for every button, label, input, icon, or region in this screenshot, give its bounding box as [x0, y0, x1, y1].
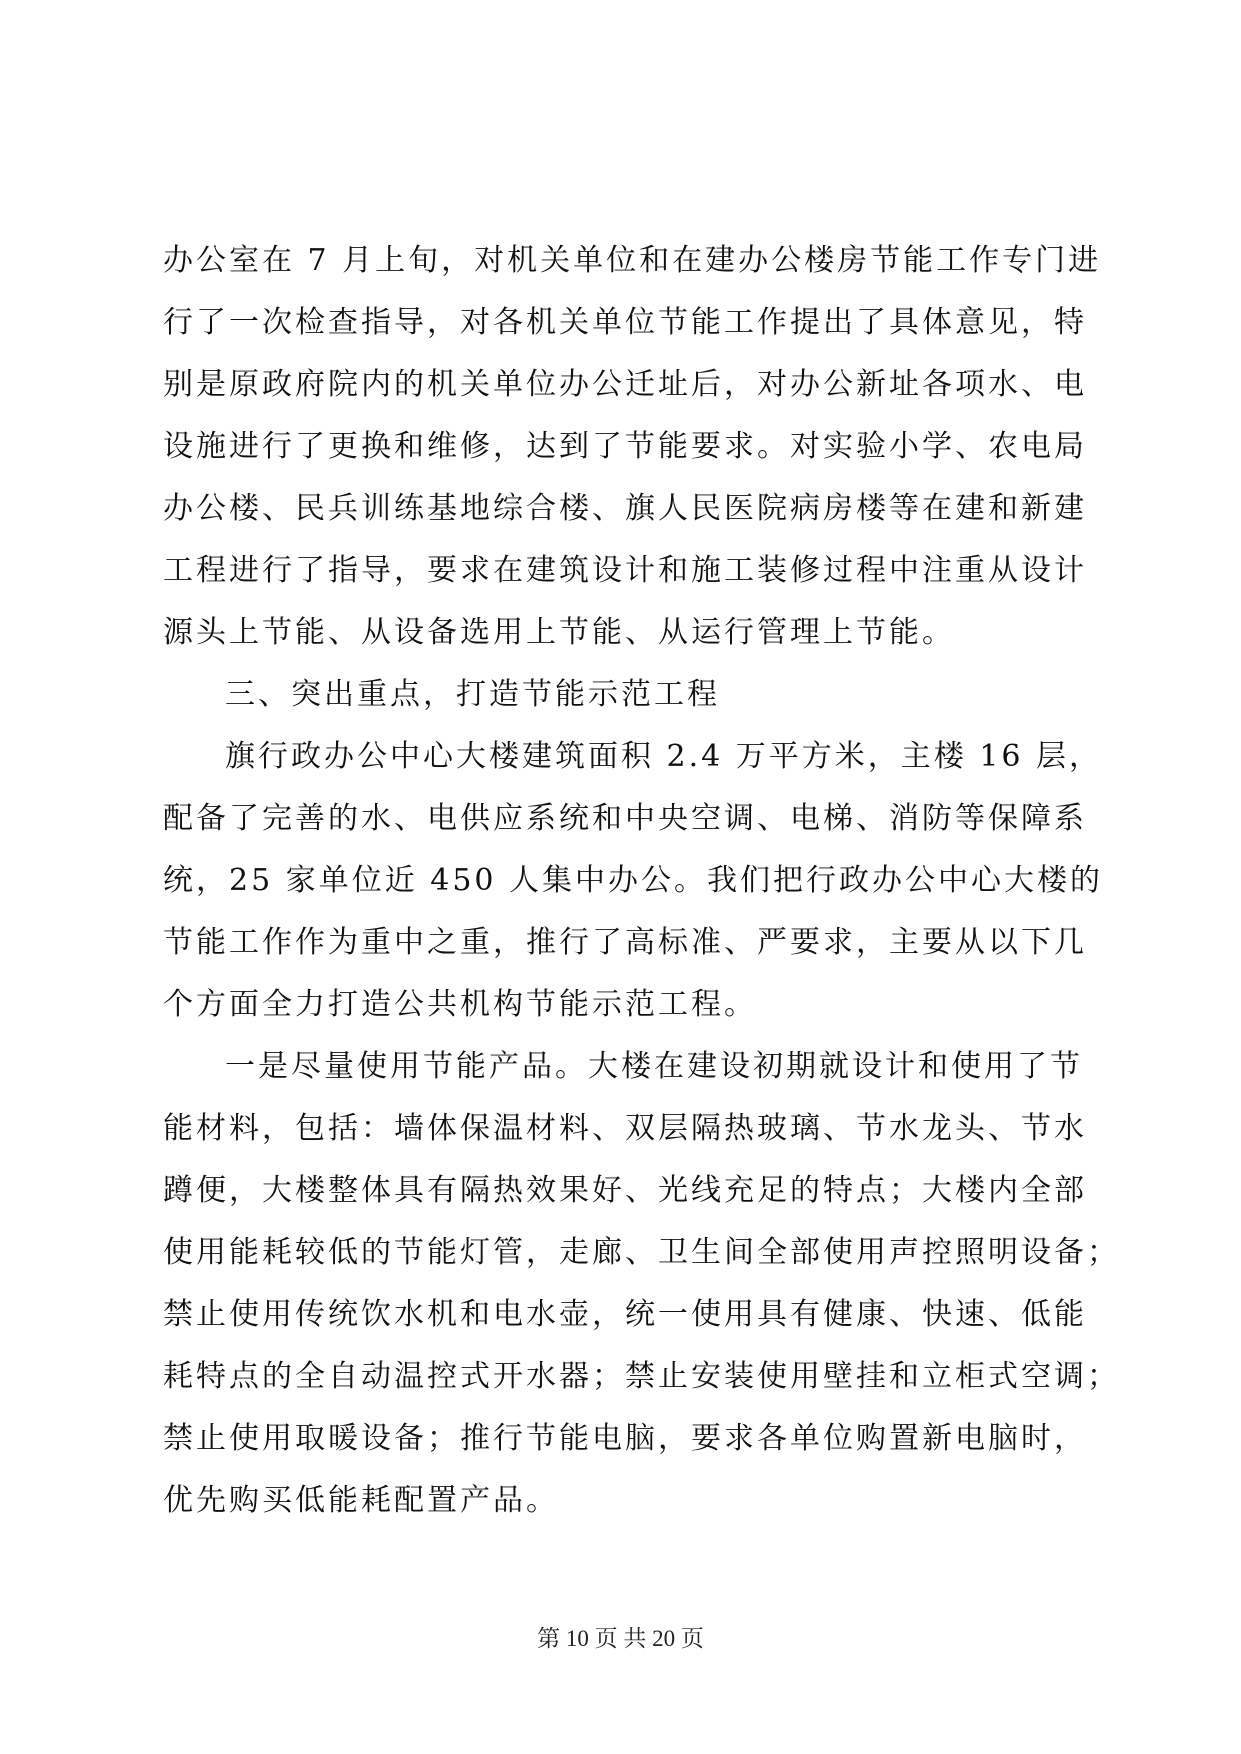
paragraph-line: 蹲便，大楼整体具有隔热效果好、光线充足的特点；大楼内全部: [163, 1173, 1087, 1208]
paragraph-line: 禁止使用传统饮水机和电水壶，统一使用具有健康、快速、低能: [163, 1297, 1087, 1332]
paragraph-line: 统，25 家单位近 450 人集中办公。我们把行政办公中心大楼的: [163, 863, 1104, 898]
paragraph-line: 配备了完善的水、电供应系统和中央空调、电梯、消防等保障系: [163, 801, 1087, 836]
paragraph-line: 一是尽量使用节能产品。大楼在建设初期就设计和使用了节: [225, 1049, 1083, 1084]
paragraph-line: 使用能耗较低的节能灯管，走廊、卫生间全部使用声控照明设备；: [163, 1235, 1120, 1270]
paragraph-line: 个方面全力打造公共机构节能示范工程。: [163, 987, 757, 1022]
paragraph-line: 别是原政府院内的机关单位办公迁址后，对办公新址各项水、电: [163, 367, 1087, 402]
paragraph-line: 节能工作作为重中之重，推行了高标准、严要求，主要从以下几: [163, 925, 1087, 960]
paragraph-line: 旗行政办公中心大楼建筑面积 2.4 万平方米，主楼 16 层，: [225, 739, 1103, 774]
paragraph-line: 优先购买低能耗配置产品。: [163, 1483, 559, 1518]
page-number-footer: 第 10 页 共 20 页: [537, 1626, 704, 1651]
paragraph-line: 源头上节能、从设备选用上节能、从运行管理上节能。: [163, 615, 955, 650]
paragraph-line: 工程进行了指导，要求在建筑设计和施工装修过程中注重从设计: [163, 553, 1087, 588]
paragraph-line: 能材料，包括：墙体保温材料、双层隔热玻璃、节水龙头、节水: [163, 1111, 1087, 1146]
paragraph-line: 耗特点的全自动温控式开水器；禁止安装使用壁挂和立柜式空调；: [163, 1359, 1120, 1394]
paragraph-line: 办公室在 7 月上旬，对机关单位和在建办公楼房节能工作专门进: [163, 243, 1102, 278]
paragraph-line: 禁止使用取暖设备；推行节能电脑，要求各单位购置新电脑时，: [163, 1421, 1087, 1456]
document-body: [163, 230, 1120, 1532]
paragraph-line: 行了一次检查指导，对各机关单位节能工作提出了具体意见，特: [163, 305, 1087, 340]
paragraph-line: 设施进行了更换和维修，达到了节能要求。对实验小学、农电局: [163, 429, 1087, 464]
paragraph-line: 办公楼、民兵训练基地综合楼、旗人民医院病房楼等在建和新建: [163, 491, 1087, 526]
section-heading: 三、突出重点，打造节能示范工程: [225, 677, 720, 712]
